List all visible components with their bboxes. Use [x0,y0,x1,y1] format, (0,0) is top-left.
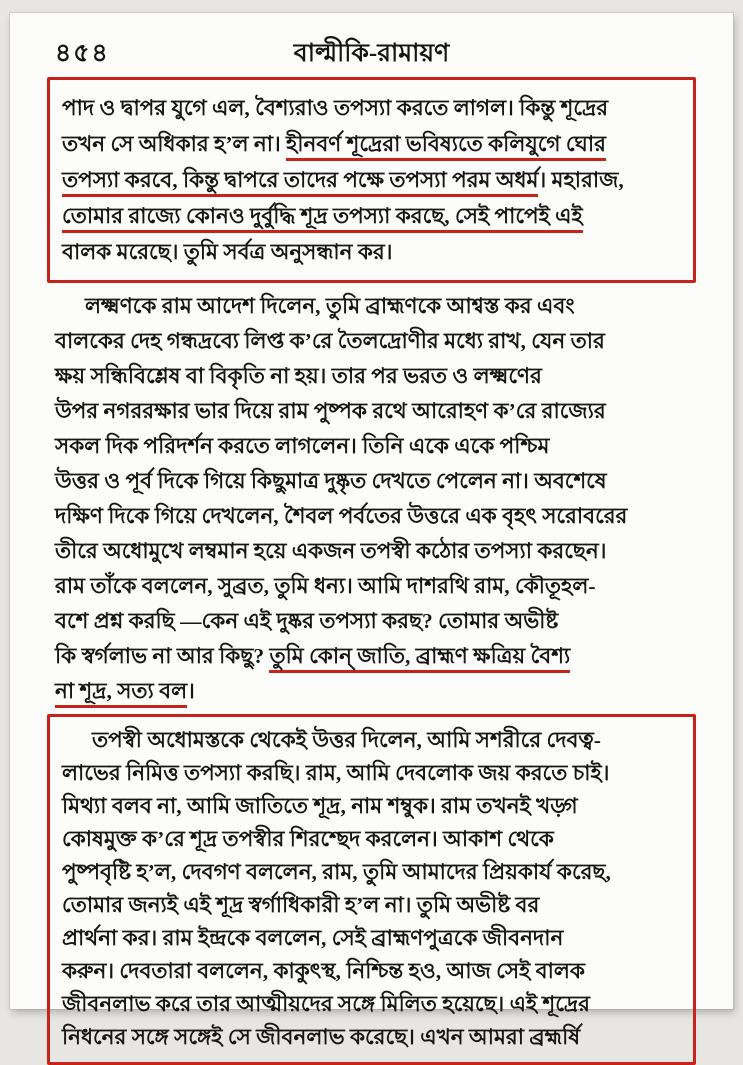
red-underlined-text: তোমার রাজ্যে কোনও দুর্বুদ্ধি শূদ্র তপস্যা করছে, সেই পাপেই এই [62,204,583,233]
red-underlined-text: তুমি কোন্ জাতি, ব্রাহ্মণ ক্ষত্রিয় বৈশ্য [269,644,570,673]
text-line [62,922,681,955]
text-line [55,499,698,534]
text-segment: তোমার জন্যই এই শূদ্র স্বর্গাধিকারী হ’ল না। তুমি অভীষ্ট বর [62,893,540,917]
text-segment: উপর নগররক্ষার ভার দিয়ে রাম পুষ্পক রথে আরোহণ ক’রে রাজ্যের [55,399,606,423]
paragraph-2 [55,289,698,709]
text-segment: বশে প্রশ্ন করছি —কেন এই দুষ্কর তপস্যা করছ? তোমার অভীষ্ট [55,609,559,633]
book-title: বাল্মীকি-রামায়ণ [293,40,450,67]
paragraph-1 [62,90,681,270]
text-segment: বালকের দেহ গন্ধদ্রব্যে লিপ্ত ক’রে তৈলদ্রোণীর মধ্যে রাখ, যেন তার [55,329,605,353]
text-line [62,198,681,234]
text-line [62,724,681,757]
text-line [62,234,681,270]
text-line [62,1021,681,1054]
text-segment: প্রার্থনা কর। রাম ইন্দ্রকে বললেন, সেই ব্রাহ্মণপুত্রকে জীবনদান [62,926,564,950]
text-line [55,429,698,464]
book-page [10,13,733,1049]
text-segment: করুন। দেবতারা বললেন, কাকুৎস্থ, নিশ্চিন্ত হও, আজ সেই বালক [62,959,585,983]
text-segment: মিথ্যা বলব না, আমি জাতিতে শূদ্র, নাম শম্বুক। রাম তখনই খড়্গ [62,794,578,818]
text-line [62,790,681,823]
text-line [62,823,681,856]
text-segment: জীবনলাভ করে তার আত্মীয়দের সঙ্গে মিলিত হয়েছে। এই শূদ্রের [62,992,590,1016]
annotation-box-1 [47,77,696,283]
text-segment: তপস্বী অধোমস্তকে থেকেই উত্তর দিলেন, আমি সশরীরে দেবত্ব- [92,728,601,752]
text-segment: তীরে অধোমুখে লম্বমান হয়ে একজন তপস্বী কঠোর তপস্যা করছেন। [55,539,607,563]
text-line [62,856,681,889]
text-line [62,889,681,922]
text-segment: ক্ষয় সন্ধিবিশ্লেষ বা বিকৃতি না হয়। তার পর ভরত ও লক্ষ্মণের [55,364,542,388]
text-segment: কি স্বর্গলাভ না আর কিছু? [55,644,270,668]
red-underlined-text: না শূদ্র, সত্য বল [55,679,187,708]
text-segment: কোষমুক্ত ক’রে শূদ্র তপস্বীর শিরশ্ছেদ করলেন। আকাশ থেকে [62,827,554,851]
text-segment: রাম তাঁকে বললেন, সুব্রত, তুমি ধন্য। আমি দাশরথি রাম, কৌতূহল- [55,574,596,598]
text-line [55,674,698,709]
text-segment: দক্ষিণ দিকে গিয়ে দেখলেন, শৈবল পর্বতের উত্তরে এক বৃহৎ সরোবরের [55,504,628,528]
text-segment: লাভের নিমিত্ত তপস্যা করছি। রাম, আমি দেবলোক জয় করতে চাই। [62,761,610,785]
text-line [55,394,698,429]
text-segment: পাদ ও দ্বাপর যুগে এল, বৈশ্যরাও তপস্যা করতে লাগল। কিন্তু শূদ্রের [62,96,609,120]
text-segment: সকল দিক পরিদর্শন করতে লাগলেন। তিনি একে একে পশ্চিম [55,434,550,458]
text-segment: তখন সে অধিকার হ’ল না। [62,132,287,156]
annotation-box-2 [47,714,696,1065]
page-header [10,27,733,71]
text-segment: উত্তর ও পূর্ব দিকে গিয়ে কিছুমাত্র দুষ্কৃত দেখতে পেলেন না। অবশেষে [55,469,607,493]
text-segment: । [187,679,195,703]
text-segment: পুষ্পবৃষ্টি হ’ল, দেবগণ বললেন, রাম, তুমি আমাদের প্রিয়কার্য করেছ, [62,860,611,884]
text-line [62,90,681,126]
page-number: ৪৫৪ [55,40,110,67]
text-segment: বালক মরেছে। তুমি সর্বত্র অনুসন্ধান কর। [62,240,393,264]
text-line [55,289,698,324]
text-segment: নিধনের সঙ্গে সঙ্গেই সে জীবনলাভ করেছে। এখন আমরা ব্রহ্মর্ষি [62,1025,581,1049]
text-line [62,126,681,162]
text-line [62,757,681,790]
text-line [55,464,698,499]
text-line [55,639,698,674]
red-underlined-text: তপস্যা করবে, কিন্তু দ্বাপরে তাদের পক্ষে তপস্যা পরম অধর্ম [62,168,538,197]
text-segment: লক্ষ্মণকে রাম আদেশ দিলেন, তুমি ব্রাহ্মণকে আশ্বস্ত কর এবং [85,294,575,318]
text-line [55,569,698,604]
text-segment: । মহারাজ, [538,168,624,192]
text-line [55,534,698,569]
text-line [55,324,698,359]
paragraph-3 [62,724,681,1054]
red-underlined-text: হীনবর্ণ শূদ্রেরা ভবিষ্যতে কলিযুগে ঘোর [286,132,606,161]
text-line [55,604,698,639]
text-line [55,359,698,394]
text-line [62,988,681,1021]
text-line [62,955,681,988]
text-line [62,162,681,198]
